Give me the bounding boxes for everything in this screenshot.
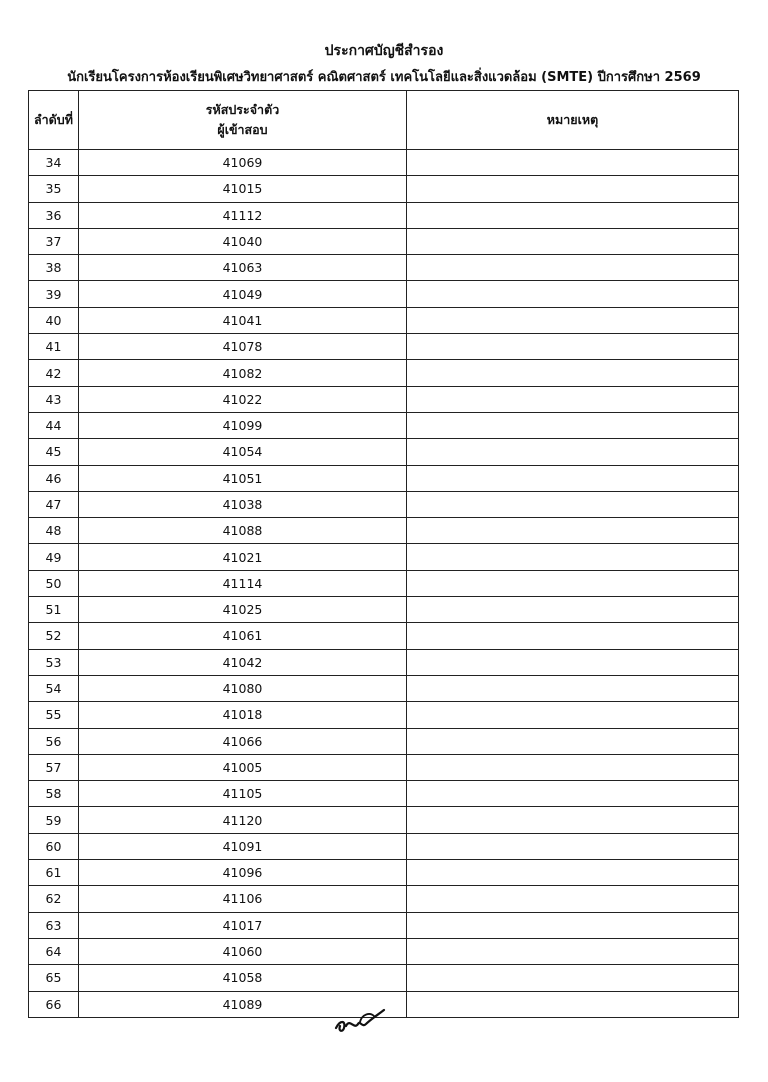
- row-order-number: 44: [29, 412, 79, 438]
- row-order-number: 64: [29, 938, 79, 964]
- table-row: [29, 886, 739, 912]
- table-row: [29, 623, 739, 649]
- handwritten-signature-icon: [330, 1000, 390, 1040]
- row-order-number: 61: [29, 860, 79, 886]
- table-row: [29, 965, 739, 991]
- table-row: [29, 228, 739, 254]
- row-remark: [407, 228, 739, 254]
- row-applicant-code: 41049: [79, 281, 407, 307]
- table-row: [29, 833, 739, 859]
- row-applicant-code: 41105: [79, 781, 407, 807]
- row-remark: [407, 176, 739, 202]
- row-order-number: 39: [29, 281, 79, 307]
- table-row: [29, 176, 739, 202]
- row-applicant-code: 41091: [79, 833, 407, 859]
- row-applicant-code: 41061: [79, 623, 407, 649]
- row-order-number: 45: [29, 439, 79, 465]
- row-remark: [407, 781, 739, 807]
- table-row: [29, 439, 739, 465]
- row-order-number: 55: [29, 702, 79, 728]
- row-remark: [407, 886, 739, 912]
- row-remark: [407, 965, 739, 991]
- table-row: [29, 675, 739, 701]
- row-applicant-code: 41058: [79, 965, 407, 991]
- row-remark: [407, 623, 739, 649]
- row-remark: [407, 860, 739, 886]
- row-applicant-code: 41025: [79, 597, 407, 623]
- row-remark: [407, 255, 739, 281]
- row-order-number: 41: [29, 334, 79, 360]
- table-row: [29, 728, 739, 754]
- page-subtitle: นักเรียนโครงการห้องเรียนพิเศษวิทยาศาสตร์ คณิตศาสตร์ เทคโนโลยีและสิ่งแวดล้อม (SMTE) ปีการศึกษา 2569: [67, 70, 701, 85]
- row-applicant-code: 41040: [79, 228, 407, 254]
- row-applicant-code: 41042: [79, 649, 407, 675]
- row-order-number: 56: [29, 728, 79, 754]
- table-row: [29, 754, 739, 780]
- column-header-order: ลำดับที่: [29, 91, 79, 150]
- row-applicant-code: 41078: [79, 334, 407, 360]
- table-body: [29, 150, 739, 1018]
- column-header-code-line1: รหัสประจำตัว: [205, 102, 280, 117]
- row-applicant-code: 41018: [79, 702, 407, 728]
- row-order-number: 54: [29, 675, 79, 701]
- reserve-list-table: [28, 90, 739, 1018]
- table-row: [29, 649, 739, 675]
- row-applicant-code: 41089: [79, 991, 407, 1017]
- row-remark: [407, 597, 739, 623]
- table-row: [29, 386, 739, 412]
- row-remark: [407, 675, 739, 701]
- table-row: [29, 150, 739, 176]
- table-header-row: [29, 91, 739, 150]
- row-order-number: 65: [29, 965, 79, 991]
- row-remark: [407, 439, 739, 465]
- row-remark: [407, 570, 739, 596]
- table-row: [29, 491, 739, 517]
- row-remark: [407, 544, 739, 570]
- row-applicant-code: 41005: [79, 754, 407, 780]
- column-header-code: [79, 91, 407, 150]
- row-remark: [407, 518, 739, 544]
- table-row: [29, 360, 739, 386]
- table-row: [29, 465, 739, 491]
- row-order-number: 42: [29, 360, 79, 386]
- row-remark: [407, 334, 739, 360]
- row-remark: [407, 728, 739, 754]
- row-order-number: 63: [29, 912, 79, 938]
- row-applicant-code: 41038: [79, 491, 407, 517]
- row-applicant-code: 41088: [79, 518, 407, 544]
- row-applicant-code: 41112: [79, 202, 407, 228]
- row-applicant-code: 41069: [79, 150, 407, 176]
- row-applicant-code: 41051: [79, 465, 407, 491]
- page-title: ประกาศบัญชีสำรอง: [324, 43, 444, 59]
- table-row: [29, 570, 739, 596]
- row-remark: [407, 386, 739, 412]
- row-order-number: 35: [29, 176, 79, 202]
- table-row: [29, 281, 739, 307]
- row-order-number: 48: [29, 518, 79, 544]
- row-applicant-code: 41054: [79, 439, 407, 465]
- row-remark: [407, 991, 739, 1017]
- row-order-number: 49: [29, 544, 79, 570]
- row-applicant-code: 41022: [79, 386, 407, 412]
- row-applicant-code: 41015: [79, 176, 407, 202]
- row-remark: [407, 754, 739, 780]
- row-applicant-code: 41099: [79, 412, 407, 438]
- table-row: [29, 412, 739, 438]
- row-order-number: 47: [29, 491, 79, 517]
- row-order-number: 60: [29, 833, 79, 859]
- table-row: [29, 597, 739, 623]
- row-applicant-code: 41120: [79, 807, 407, 833]
- row-order-number: 38: [29, 255, 79, 281]
- row-remark: [407, 912, 739, 938]
- row-order-number: 36: [29, 202, 79, 228]
- row-remark: [407, 360, 739, 386]
- row-order-number: 66: [29, 991, 79, 1017]
- row-remark: [407, 938, 739, 964]
- row-applicant-code: 41066: [79, 728, 407, 754]
- row-remark: [407, 833, 739, 859]
- row-applicant-code: 41063: [79, 255, 407, 281]
- row-order-number: 59: [29, 807, 79, 833]
- row-remark: [407, 649, 739, 675]
- table-row: [29, 518, 739, 544]
- row-remark: [407, 281, 739, 307]
- column-header-remark: หมายเหตุ: [407, 91, 739, 150]
- row-applicant-code: 41080: [79, 675, 407, 701]
- table-row: [29, 307, 739, 333]
- row-remark: [407, 412, 739, 438]
- row-remark: [407, 202, 739, 228]
- table-row: [29, 781, 739, 807]
- row-order-number: 52: [29, 623, 79, 649]
- row-applicant-code: 41106: [79, 886, 407, 912]
- row-order-number: 62: [29, 886, 79, 912]
- row-applicant-code: 41041: [79, 307, 407, 333]
- row-order-number: 50: [29, 570, 79, 596]
- row-order-number: 34: [29, 150, 79, 176]
- row-applicant-code: 41082: [79, 360, 407, 386]
- table-row: [29, 938, 739, 964]
- table-row: [29, 255, 739, 281]
- row-order-number: 40: [29, 307, 79, 333]
- row-order-number: 37: [29, 228, 79, 254]
- row-remark: [407, 465, 739, 491]
- row-order-number: 58: [29, 781, 79, 807]
- table-row: [29, 544, 739, 570]
- table-row: [29, 334, 739, 360]
- row-order-number: 43: [29, 386, 79, 412]
- table-row: [29, 860, 739, 886]
- row-order-number: 53: [29, 649, 79, 675]
- row-remark: [407, 807, 739, 833]
- table-row: [29, 202, 739, 228]
- row-order-number: 51: [29, 597, 79, 623]
- row-remark: [407, 307, 739, 333]
- row-remark: [407, 491, 739, 517]
- column-header-code-line2: ผู้เข้าสอบ: [217, 122, 268, 137]
- row-applicant-code: 41017: [79, 912, 407, 938]
- table-row: [29, 912, 739, 938]
- row-applicant-code: 41114: [79, 570, 407, 596]
- row-order-number: 46: [29, 465, 79, 491]
- row-remark: [407, 150, 739, 176]
- row-applicant-code: 41096: [79, 860, 407, 886]
- table-row: [29, 807, 739, 833]
- row-applicant-code: 41021: [79, 544, 407, 570]
- row-order-number: 57: [29, 754, 79, 780]
- row-applicant-code: 41060: [79, 938, 407, 964]
- row-remark: [407, 702, 739, 728]
- table-row: [29, 702, 739, 728]
